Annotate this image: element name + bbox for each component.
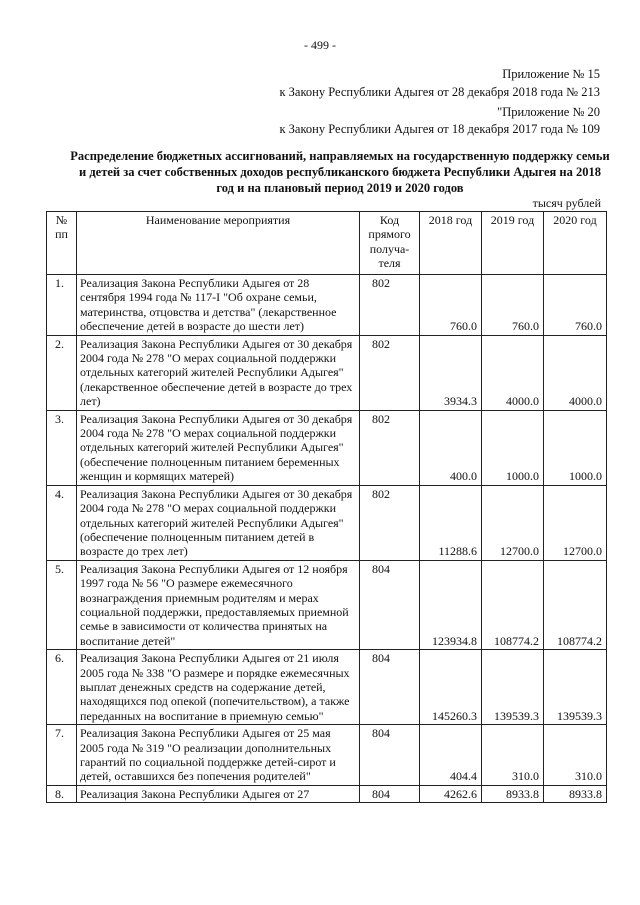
row-2020: 139539.3 [544, 650, 607, 725]
header-2018: 2018 год [420, 212, 482, 275]
row-number: 8. [47, 785, 77, 802]
row-name: Реализация Закона Республики Адыгея от 27 [77, 785, 360, 802]
row-2020: 8933.8 [544, 785, 607, 802]
table-row [47, 485, 607, 560]
row-code: 804 [360, 725, 420, 786]
row-2018: 760.0 [420, 275, 482, 336]
table-row [47, 650, 607, 725]
page-number: - 499 - [304, 38, 336, 52]
row-number: 3. [47, 410, 77, 485]
row-name: Реализация Закона Республики Адыгея от 28 сентября 1994 года № 117-I "Об охране семьи, материнства, отцовства и детства" (лекарственное обеспечение детей в возрасте до шести лет) [77, 275, 360, 336]
row-2020: 310.0 [544, 725, 607, 786]
row-number: 2. [47, 335, 77, 410]
table-header-row [47, 212, 607, 275]
header-code: Код прямого получа-теля [360, 212, 420, 275]
row-2018: 11288.6 [420, 485, 482, 560]
previous-law-reference: к Закону Республики Адыгея от 18 декабря 2017 года № 109 [279, 122, 600, 136]
row-name: Реализация Закона Республики Адыгея от 30 декабря 2004 года № 278 "О мерах социальной поддержки отдельных категорий жителей Республики Адыгея" (лекарственное обеспечение детей в возрасте до трех лет) [77, 335, 360, 410]
table-row [47, 785, 607, 802]
row-number: 1. [47, 275, 77, 336]
row-2019: 108774.2 [482, 560, 544, 649]
row-2018: 4262.6 [420, 785, 482, 802]
header-2019: 2019 год [482, 212, 544, 275]
row-number: 6. [47, 650, 77, 725]
appendix-label: Приложение № 15 [502, 67, 600, 81]
row-2020: 1000.0 [544, 410, 607, 485]
row-2018: 3934.3 [420, 335, 482, 410]
row-2018: 400.0 [420, 410, 482, 485]
row-name: Реализация Закона Республики Адыгея от 21 июля 2005 года № 338 "О размере и порядке ежемесячных выплат денежных средств на содержание детей, находящихся под опекой (попечительством), а также переданных на воспитание в приемную семью" [77, 650, 360, 725]
row-number: 7. [47, 725, 77, 786]
row-2019: 12700.0 [482, 485, 544, 560]
previous-appendix-label: "Приложение № 20 [497, 105, 600, 119]
table-row [47, 410, 607, 485]
row-name: Реализация Закона Республики Адыгея от 12 ноября 1997 года № 56 "О размере ежемесячного вознаграждения приемным родителям и мерах социальной поддержки, предоставляемых приемной семье в зависимости от количества принятых на воспитание детей" [77, 560, 360, 649]
row-number: 5. [47, 560, 77, 649]
row-code: 802 [360, 410, 420, 485]
table-row [47, 725, 607, 786]
budget-table [46, 211, 607, 803]
row-2020: 760.0 [544, 275, 607, 336]
document-title: Распределение бюджетных ассигнований, направляемых на государственную поддержку семьи и детей за счет собственных доходов республиканского бюджета Республики Адыгея на 2018 год и на плановый период 2019 и 2020 годов [70, 149, 610, 195]
row-2019: 139539.3 [482, 650, 544, 725]
appendix-law-reference: к Закону Республики Адыгея от 28 декабря 2018 года № 213 [279, 85, 600, 99]
row-2018: 123934.8 [420, 560, 482, 649]
row-2018: 404.4 [420, 725, 482, 786]
header-2020: 2020 год [544, 212, 607, 275]
row-2019: 8933.8 [482, 785, 544, 802]
row-name: Реализация Закона Республики Адыгея от 25 мая 2005 года № 319 "О реализации дополнительных гарантий по социальной поддержке детей-сирот и детей, оставшихся без попечения родителей" [77, 725, 360, 786]
row-2019: 310.0 [482, 725, 544, 786]
row-2018: 145260.3 [420, 650, 482, 725]
row-name: Реализация Закона Республики Адыгея от 30 декабря 2004 года № 278 "О мерах социальной поддержки отдельных категорий жителей Республики Адыгея" (обеспечение полноценным питанием детей в возрасте до трех лет) [77, 485, 360, 560]
row-code: 802 [360, 335, 420, 410]
header-number: № пп [47, 212, 77, 275]
table-row [47, 560, 607, 649]
row-name: Реализация Закона Республики Адыгея от 30 декабря 2004 года № 278 "О мерах социальной поддержки отдельных категорий жителей Республики Адыгея" (обеспечение полноценным питанием беременных женщин и кормящих матерей) [77, 410, 360, 485]
row-2019: 1000.0 [482, 410, 544, 485]
row-code: 804 [360, 785, 420, 802]
row-code: 802 [360, 485, 420, 560]
units-label: тысяч рублей [532, 196, 601, 210]
row-code: 804 [360, 650, 420, 725]
row-2019: 4000.0 [482, 335, 544, 410]
row-2020: 12700.0 [544, 485, 607, 560]
row-code: 802 [360, 275, 420, 336]
row-2019: 760.0 [482, 275, 544, 336]
row-2020: 108774.2 [544, 560, 607, 649]
row-2020: 4000.0 [544, 335, 607, 410]
table-row [47, 275, 607, 336]
table-row [47, 335, 607, 410]
header-name: Наименование мероприятия [77, 212, 360, 275]
row-number: 4. [47, 485, 77, 560]
row-code: 804 [360, 560, 420, 649]
